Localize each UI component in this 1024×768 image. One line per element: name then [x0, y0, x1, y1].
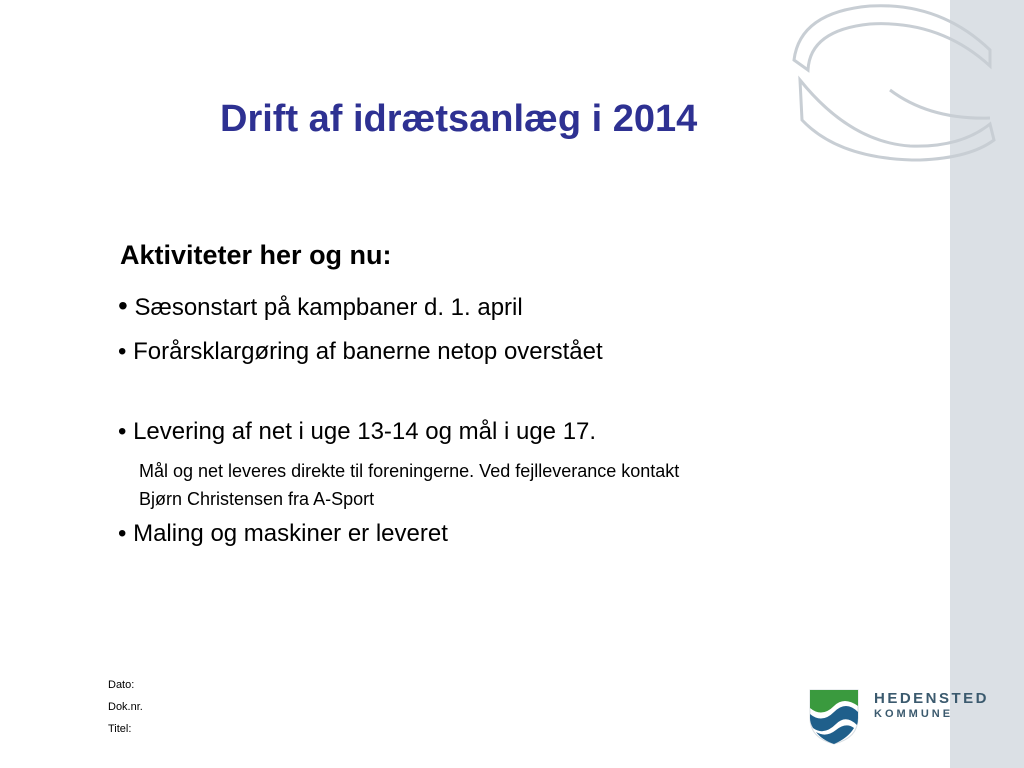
hedensted-shield-icon	[808, 688, 860, 746]
bullet-dot: •	[118, 290, 128, 321]
bullet-delivery	[118, 418, 596, 446]
activities-heading: Aktiviteter her og nu:	[120, 240, 392, 270]
footer-doc-label: Dok.nr.	[108, 701, 143, 713]
bullet-spring-prep	[118, 338, 603, 366]
hedensted-logo	[808, 688, 1004, 746]
delivery-note-line: Bjørn Christensen fra A-Sport	[139, 489, 375, 509]
bullet-paint-machines	[118, 520, 448, 548]
bullet-text: Maling og maskiner er leveret	[133, 520, 448, 547]
logo-name: HEDENSTED	[874, 690, 990, 707]
bullet-dot: •	[118, 418, 127, 445]
footer-date-label: Dato:	[108, 679, 135, 691]
bullet-season-start	[118, 290, 523, 322]
slide-title: Drift af idrætsanlæg i 2014	[220, 98, 698, 140]
delivery-note	[139, 457, 859, 513]
logo-sub: KOMMUNE	[874, 708, 954, 720]
bullet-dot: •	[118, 520, 127, 547]
bullet-dot: •	[118, 338, 127, 365]
delivery-note-line: Mål og net leveres direkte til foreningerne. Ved fejlleverance kontakt	[139, 461, 680, 481]
bullet-text: Forårsklargøring af banerne netop overstået	[133, 338, 603, 365]
bullet-text: Levering af net i uge 13-14 og mål i uge 17.	[133, 418, 597, 445]
decorative-arcs	[780, 0, 1024, 200]
footer-title-label: Titel:	[108, 723, 132, 735]
bullet-text: Sæsonstart på kampbaner d. 1. april	[134, 294, 523, 321]
